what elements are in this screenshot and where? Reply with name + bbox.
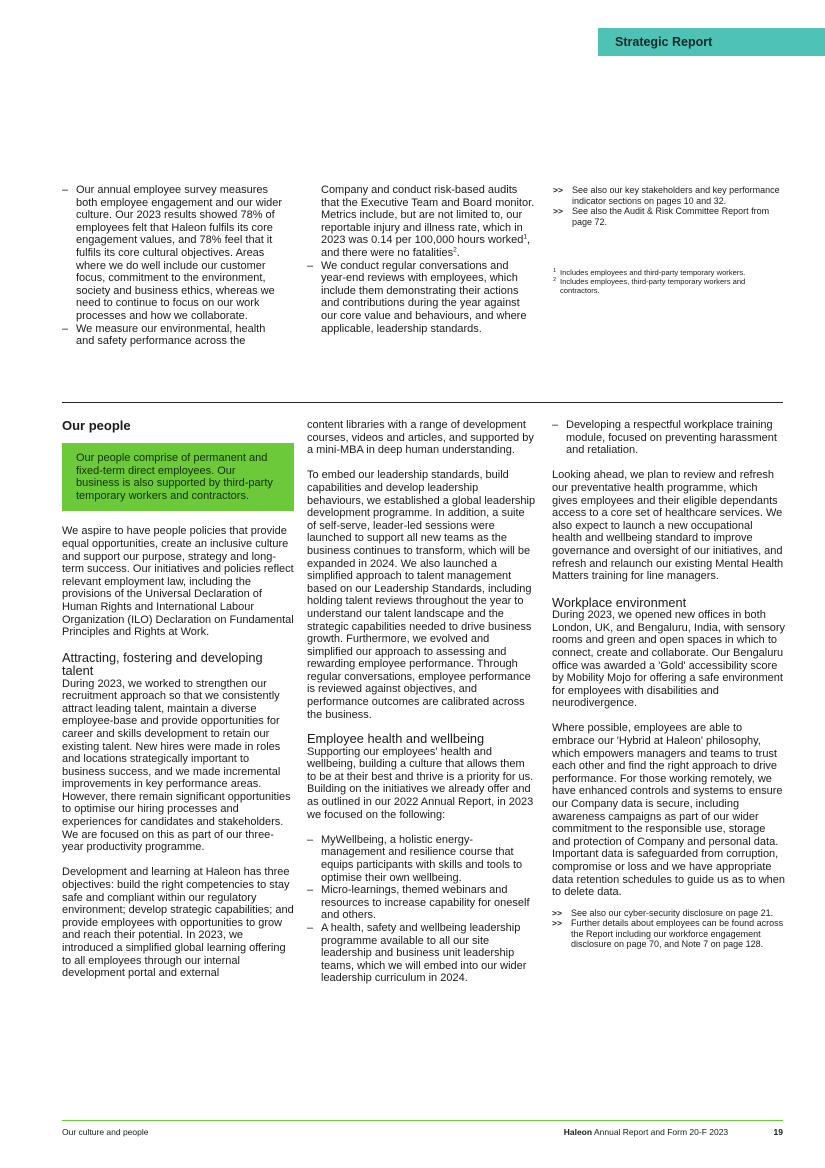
see-also-text: See also the Audit & Risk Committee Report from page 72. xyxy=(572,206,770,227)
double-chevron-icon: >> xyxy=(552,918,562,929)
footnote-text: Includes employees, third-party temporary workers and contractors. xyxy=(560,277,746,295)
paragraph-intro: We aspire to have people policies that provide equal opportunities, create an inclusive culture and support our purpose, strategy and long-term success. Our initiatives and policies reflect relevant employment law, including the provisions of the Universal Declaration of Human Rights and International Labour Organization (ILO) Declaration on Fundamental Principles and Rights at Work. xyxy=(62,525,294,639)
footnote-1 xyxy=(553,268,783,277)
footnotes xyxy=(553,268,783,295)
footer-report-info xyxy=(564,1127,783,1137)
footer-brand: Haleon xyxy=(563,1127,593,1137)
metrics-text-mid: , and there were no fatalities xyxy=(321,234,531,259)
top-bullet-list-1 xyxy=(62,184,286,348)
see-also-link[interactable] xyxy=(553,206,785,227)
paragraph-learning-cont: content libraries with a range of development courses, videos and articles, and supported by a mini-MBA in deep human understanding. xyxy=(307,419,534,457)
see-also-list-top xyxy=(553,185,785,227)
our-people-column xyxy=(62,418,294,980)
list-item: – A health, safety and wellbeing leadership programme available to all our site leadership and business unit leadership teams, which we will embed into our wider leadership curriculum in 2024. xyxy=(307,922,536,985)
paragraph-learning: Development and learning at Haleon has three objectives: build the right competencies to stay safe and compliant within our regulatory environment; develop strategic capabilities; and provide employees with opportunities to grow and reach their potential. In 2023, we introduced a simplified global learning offering to all employees through our internal development portal and external xyxy=(62,866,294,980)
footer-section-name: Our culture and people xyxy=(62,1127,149,1137)
paragraph-workplace: During 2023, we opened new offices in both London, UK, and Bengaluru, India, with sensory rooms and green and open spaces in which to connect, create and collaborate. Our Bengaluru office was awarded a 'Gold' accessibility score by Mobility Mojo for offering a safe environment for employees with disabilities and neurodivergence. xyxy=(552,609,785,710)
callout-box: Our people comprise of permanent and fixed-term direct employees. Our business is also supported by third-party temporary workers and contractors. xyxy=(62,443,294,511)
health-bullet-list-cont xyxy=(552,419,785,457)
health-bullet-list xyxy=(307,834,536,985)
section-divider xyxy=(62,402,783,403)
list-item: – Our annual employee survey measures both employee engagement and our wider culture. Our 2023 results showed 78% of employees felt that Haleon fulfils its core engagement values, and 78% feel that it fulfils its core cultural objectives. Areas where we do well include our customer focus, commitment to the environment, society and business ethics, whereas we need to continue to focus on our work processes and how we collaborate. xyxy=(62,184,286,323)
list-item: – We conduct regular conversations and year-end reviews with employees, which include them demonstrating their actions and contributions during the year against our core value and behaviours, and where applicable, leadership standards. xyxy=(307,260,535,336)
heading-workplace: Workplace environment xyxy=(552,594,687,610)
see-also-text: Further details about employees can be found across the Report including our workforce engagement disclosure on page 70, and Note 7 on page 128. xyxy=(571,918,784,950)
top-column-2 xyxy=(307,184,535,335)
paragraph-metrics xyxy=(307,184,535,260)
right-column xyxy=(552,419,785,950)
metrics-text-end: . xyxy=(456,246,460,259)
paragraph-hybrid: Where possible, employees are able to embrace our 'Hybrid at Haleon' philosophy, which empowers managers and teams to trust each other and find the right approach to drive performance. For those working remotely, we have enhanced controls and systems to ensure our Company data is secure, including awareness campaigns as part of our wider commitment to the responsible use, storage and protection of Company and personal data. Important data is safeguarded from corruption, compromise or loss and we have appropriate data retention schedules to guide us as to when to delete data. xyxy=(552,722,785,899)
heading-attracting: Attracting, fostering and developing talent xyxy=(62,649,263,679)
list-item: – We measure our environmental, health and safety performance across the xyxy=(62,323,286,348)
double-chevron-icon: >> xyxy=(553,206,563,216)
footnote-text: Includes employees and third-party temporary workers. xyxy=(560,268,746,277)
list-item: – Micro-learnings, themed webinars and resources to increase capability for oneself and others. xyxy=(307,884,536,922)
see-also-list-bottom xyxy=(552,908,785,950)
footnote-ref-1: 1 xyxy=(523,233,528,241)
footer-rule xyxy=(62,1120,783,1121)
top-column-1 xyxy=(62,184,286,348)
section-title: Our people xyxy=(62,418,131,433)
see-also-text: See also our key stakeholders and key performance indicator sections on pages 10 and 32. xyxy=(572,185,780,206)
paragraph-attracting: During 2023, we worked to strengthen our recruitment approach so that we consistently attract leading talent, maintain a diverse employee-base and provide opportunities for career and skills development to retain our existing talent. New hires were made in roles and locations strategically important to business success, and we made incremental improvements in key performance areas. However, there remain significant opportunities to optimise our hiring processes and experiences for candidates and stakeholders. We are focused on this as part of our three-year productivity programme. xyxy=(62,677,291,854)
double-chevron-icon: >> xyxy=(553,185,563,195)
see-also-link[interactable] xyxy=(553,185,785,206)
section-tab: Strategic Report xyxy=(598,28,825,56)
footnote-number: 2 xyxy=(553,277,557,283)
footnote-number: 1 xyxy=(553,268,557,274)
paragraph-health: Supporting our employees' health and wellbeing, building a culture that allows them to be at their best and thrive is a priority for us. Building on the initiatives we already offer and as outlined in our 2022 Annual Report, in 2023 we focused on the following: xyxy=(307,745,534,821)
see-also-link[interactable] xyxy=(552,918,785,950)
see-also-link[interactable] xyxy=(552,908,785,919)
footer-report-title: Annual Report and Form 20-F 2023 xyxy=(593,1127,729,1137)
paragraph-looking-ahead: Looking ahead, we plan to review and refresh our preventative health programme, which gives employees and their eligible dependants access to a core set of healthcare services. We also expect to launch a new occupational health and wellbeing standard to improve governance and oversight of our initiatives, and refresh and relaunch our existing Mental Health Matters training for line managers. xyxy=(552,469,784,583)
heading-health: Employee health and wellbeing xyxy=(307,731,485,747)
double-chevron-icon: >> xyxy=(552,907,562,918)
top-column-3 xyxy=(553,185,785,295)
page-number: 19 xyxy=(773,1127,783,1137)
list-item: – MyWellbeing, a holistic energy-management and resilience course that equips participants with skills and tools to optimise their own wellbeing. xyxy=(307,834,536,884)
paragraph-leadership: To embed our leadership standards, build capabilities and develop leadership behaviours, we established a global leadership development programme. In addition, a suite of self-serve, leader-led sessions were launched to support all new teams as the business continues to transform, which will be expanded in 2024. We also launched a simplified approach to talent management based on our Leadership Standards, including holding talent reviews throughout the year to understand our talent landscape and the strategic capabilities needed to drive business growth. Furthermore, we evolved and simplified our approach to assessing and rewarding employee performance. Through regular conversations, employee performance is reviewed against objectives, and performance outcomes are calibrated across the business. xyxy=(307,469,536,721)
footnote-ref-2: 2 xyxy=(453,246,457,254)
see-also-text: See also our cyber-security disclosure on page 21. xyxy=(571,907,774,918)
top-bullet-list-2 xyxy=(307,260,535,336)
list-item: – Developing a respectful workplace training module, focused on preventing harassment and retaliation. xyxy=(552,419,785,457)
middle-column xyxy=(307,419,536,985)
footnote-2 xyxy=(553,277,783,295)
metrics-text: Company and conduct risk-based audits that the Executive Team and Board monitor. Metrics include, but are not limited to, our reportable injury and illness rate, which in 2023 was 0.14 per 100,000 hours worked xyxy=(321,184,535,247)
